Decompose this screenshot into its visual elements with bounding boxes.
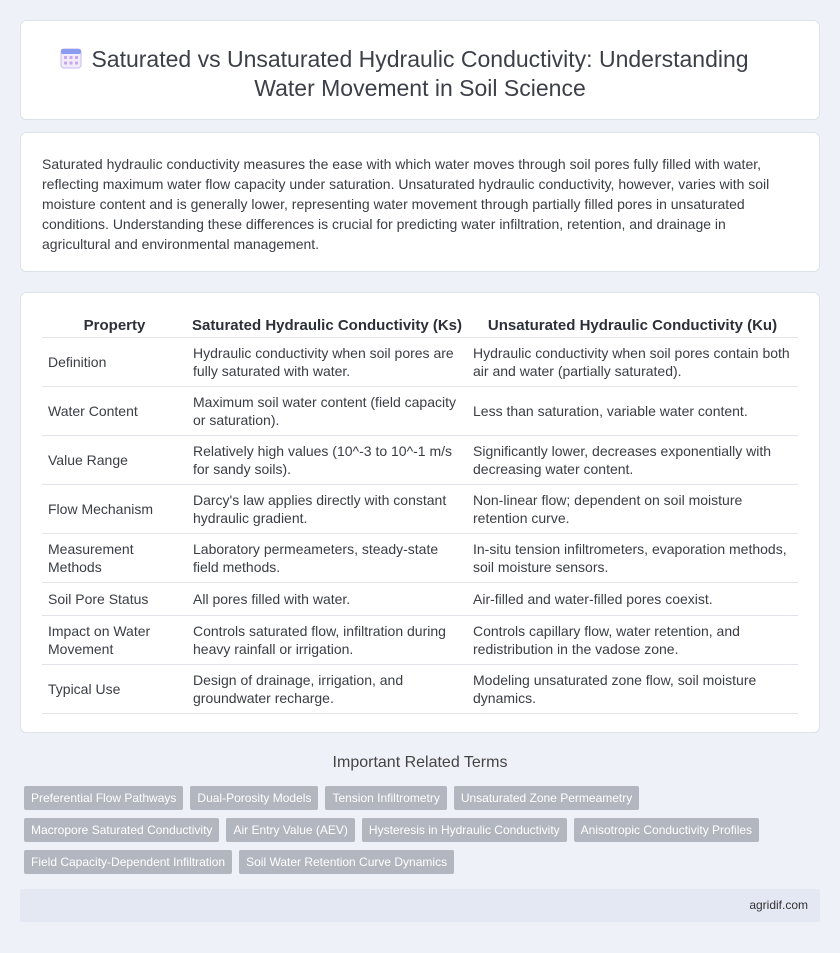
page-title-line-2: Water Movement in Soil Science xyxy=(254,75,586,101)
row-property: Typical Use xyxy=(42,664,187,713)
term-tag[interactable]: Tension Infiltrometry xyxy=(325,786,446,810)
row-unsaturated: Less than saturation, variable water content. xyxy=(467,386,798,435)
term-tag[interactable]: Dual-Porosity Models xyxy=(190,786,318,810)
table-row xyxy=(42,484,798,533)
header-saturated: Saturated Hydraulic Conductivity (Ks) xyxy=(187,315,467,337)
term-tag[interactable]: Macropore Saturated Conductivity xyxy=(24,818,219,842)
row-saturated: Maximum soil water content (field capacity or saturation). xyxy=(187,386,467,435)
term-tag[interactable]: Soil Water Retention Curve Dynamics xyxy=(239,850,454,874)
term-row xyxy=(24,786,804,810)
row-property: Definition xyxy=(42,337,187,386)
table-row xyxy=(42,386,798,435)
row-saturated: Darcy's law applies directly with constant hydraulic gradient. xyxy=(187,484,467,533)
intro-paragraph: Saturated hydraulic conductivity measures the ease with which water moves through soil pores fully filled with water, reflecting maximum water flow capacity under saturation. Unsaturated hydraulic conductivity, however, varies with soil moisture content and is generally lower, representing water movement through partially filled pores in unsaturated conditions. Understanding these differences is crucial for predicting water infiltration, retention, and drainage in agricultural and environmental management. xyxy=(42,156,770,252)
table-row xyxy=(42,533,798,582)
row-saturated: Relatively high values (10^-3 to 10^-1 m/s for sandy soils). xyxy=(187,435,467,484)
footer-site-link[interactable]: agridif.com xyxy=(749,898,808,912)
related-terms-heading: Important Related Terms xyxy=(332,754,508,771)
related-terms-list xyxy=(24,786,804,882)
term-row xyxy=(24,850,804,874)
header-unsaturated: Unsaturated Hydraulic Conductivity (Ku) xyxy=(467,315,798,337)
row-saturated: Design of drainage, irrigation, and groundwater recharge. xyxy=(187,664,467,713)
term-tag[interactable]: Field Capacity-Dependent Infiltration xyxy=(24,850,232,874)
term-tag[interactable]: Preferential Flow Pathways xyxy=(24,786,183,810)
row-saturated: Controls saturated flow, infiltration during heavy rainfall or irrigation. xyxy=(187,615,467,664)
term-tag[interactable]: Anisotropic Conductivity Profiles xyxy=(574,818,759,842)
row-saturated: All pores filled with water. xyxy=(187,582,467,615)
term-tag[interactable]: Hysteresis in Hydraulic Conductivity xyxy=(362,818,567,842)
row-property: Flow Mechanism xyxy=(42,484,187,533)
row-unsaturated: In-situ tension infiltrometers, evaporation methods, soil moisture sensors. xyxy=(467,533,798,582)
row-property: Soil Pore Status xyxy=(42,582,187,615)
table-header-row xyxy=(42,315,798,337)
row-unsaturated: Air-filled and water-filled pores coexist. xyxy=(467,582,798,615)
row-property: Value Range xyxy=(42,435,187,484)
term-tag[interactable]: Air Entry Value (AEV) xyxy=(226,818,354,842)
term-row xyxy=(24,818,804,842)
row-unsaturated: Controls capillary flow, water retention, and redistribution in the vadose zone. xyxy=(467,615,798,664)
page-title-line-1: Saturated vs Unsaturated Hydraulic Conductivity: Understanding xyxy=(91,46,749,72)
table-row xyxy=(42,582,798,615)
row-unsaturated: Modeling unsaturated zone flow, soil moisture dynamics. xyxy=(467,664,798,713)
comparison-table xyxy=(42,315,798,714)
comparison-table-card xyxy=(20,292,820,733)
table-row xyxy=(42,337,798,386)
row-unsaturated: Hydraulic conductivity when soil pores contain both air and water (partially saturated). xyxy=(467,337,798,386)
page-title xyxy=(21,45,819,103)
row-property: Water Content xyxy=(42,386,187,435)
term-tag[interactable]: Unsaturated Zone Permeametry xyxy=(454,786,639,810)
title-card xyxy=(20,20,820,120)
table-row xyxy=(42,615,798,664)
row-saturated: Laboratory permeameters, steady-state field methods. xyxy=(187,533,467,582)
footer xyxy=(20,889,820,922)
intro-card xyxy=(20,132,820,272)
table-row xyxy=(42,664,798,713)
row-saturated: Hydraulic conductivity when soil pores are fully saturated with water. xyxy=(187,337,467,386)
row-unsaturated: Non-linear flow; dependent on soil moisture retention curve. xyxy=(467,484,798,533)
table-row xyxy=(42,435,798,484)
row-property: Measurement Methods xyxy=(42,533,187,582)
row-unsaturated: Significantly lower, decreases exponentially with decreasing water content. xyxy=(467,435,798,484)
row-property: Impact on Water Movement xyxy=(42,615,187,664)
header-property: Property xyxy=(42,315,187,337)
